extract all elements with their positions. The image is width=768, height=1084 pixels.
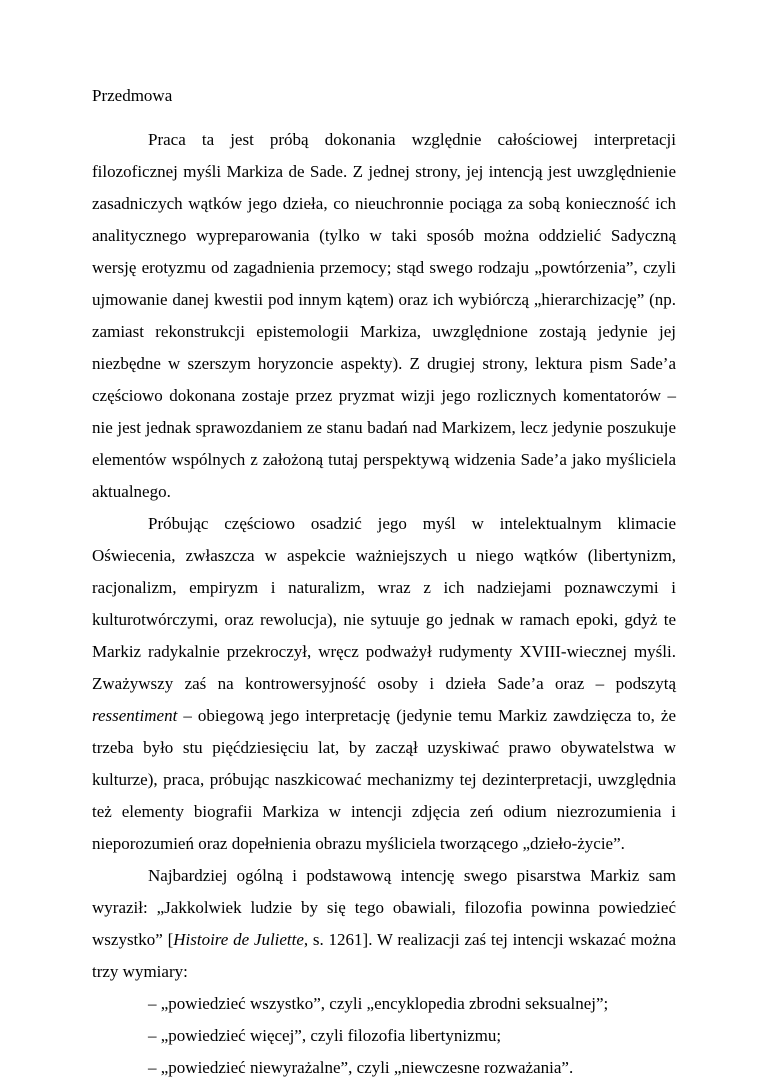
list-item: – „powiedzieć więcej”, czyli filozofia libertynizmu; xyxy=(148,1026,502,1045)
paragraph-3 xyxy=(92,860,676,988)
dimensions-list xyxy=(92,988,676,1084)
paragraph-2-text-b: – obiegową jego interpretację (jedynie temu Markiz zawdzięcza to, że trzeba było stu pięćdziesięciu lat, by zaczął uzyskiwać prawo obywatelstwa w kulturze), praca, próbując naszkicować mechanizmy tej dezinterpretacji, uwzględnia też elementy biografii Markiza w intencji zdjęcia zeń odium niezrozumienia i nieporozumień oraz dopełnienia obrazu myśliciela tworzącego „dzieło-życie”. xyxy=(92,706,676,853)
page-title: Przedmowa xyxy=(92,86,173,105)
paragraph-2 xyxy=(92,508,676,860)
paragraph-3-text-a: Najbardziej ogólną i podstawową intencję swego pisarstwa Markiz sam wyraził: „Jakkolwiek ludzie by się tego obawiali, filozofia powinna powiedzieć wszystko” [ xyxy=(92,866,676,949)
paragraph-2-text-a: Próbując częściowo osadzić jego myśl w intelektualnym klimacie Oświecenia, zwłaszcza w aspekcie ważniejszych u niego wątków (libertynizm, racjonalizm, empiryzm i naturalizm, wraz z ich nadziejami poznawczymi i kulturotwórczymi, oraz rewolucja), nie sytuuje go jednak w ramach epoki, gdyż te Markiz radykalnie przekroczył, wręcz podważył rudymenty XVIII-wiecznej myśli. Zważywszy zaś na kontrowersyjność osoby i dzieła Sade’a oraz – podszytą xyxy=(92,514,676,693)
paragraph-3-italic: Histoire de Juliette xyxy=(173,930,304,949)
document-body xyxy=(92,124,676,1084)
list-item: – „powiedzieć niewyrażalne”, czyli „niewczesne rozważania”. xyxy=(148,1058,574,1077)
paragraph-3-text-b: , s. 1261]. W realizacji zaś tej intencji wskazać można trzy wymiary: xyxy=(92,930,677,981)
list-item: – „powiedzieć wszystko”, czyli „encyklopedia zbrodni seksualnej”; xyxy=(148,994,609,1013)
paragraph-2-italic: ressentiment xyxy=(92,706,178,725)
paragraph-1: Praca ta jest próbą dokonania względnie całościowej interpretacji filozoficznej myśli Markiza de Sade. Z jednej strony, jej intencją jest uwzględnienie zasadniczych wątków jego dzieła, co nieuchronnie pociąga za sobą konieczność ich analitycznego wypreparowania (tylko w taki sposób można oddzielić Sadyczną wersję erotyzmu od zagadnienia przemocy; stąd swego rodzaju „powtórzenia”, czyli ujmowanie danej kwestii pod innym kątem) oraz ich wybiórczą „hierarchizację” (np. zamiast rekonstrukcji epistemologii Markiza, uwzględnione zostają jedynie jej niezbędne w szerszym horyzoncie aspekty). Z drugiej strony, lektura pism Sade’a częściowo dokonana zostaje przez pryzmat wizji jego rozlicznych komentatorów – nie jest jednak sprawozdaniem ze stanu badań nad Markizem, lecz jedynie poszukuje elementów wspólnych z założoną tutaj perspektywą widzenia Sade’a jako myśliciela aktualnego. xyxy=(92,130,676,501)
